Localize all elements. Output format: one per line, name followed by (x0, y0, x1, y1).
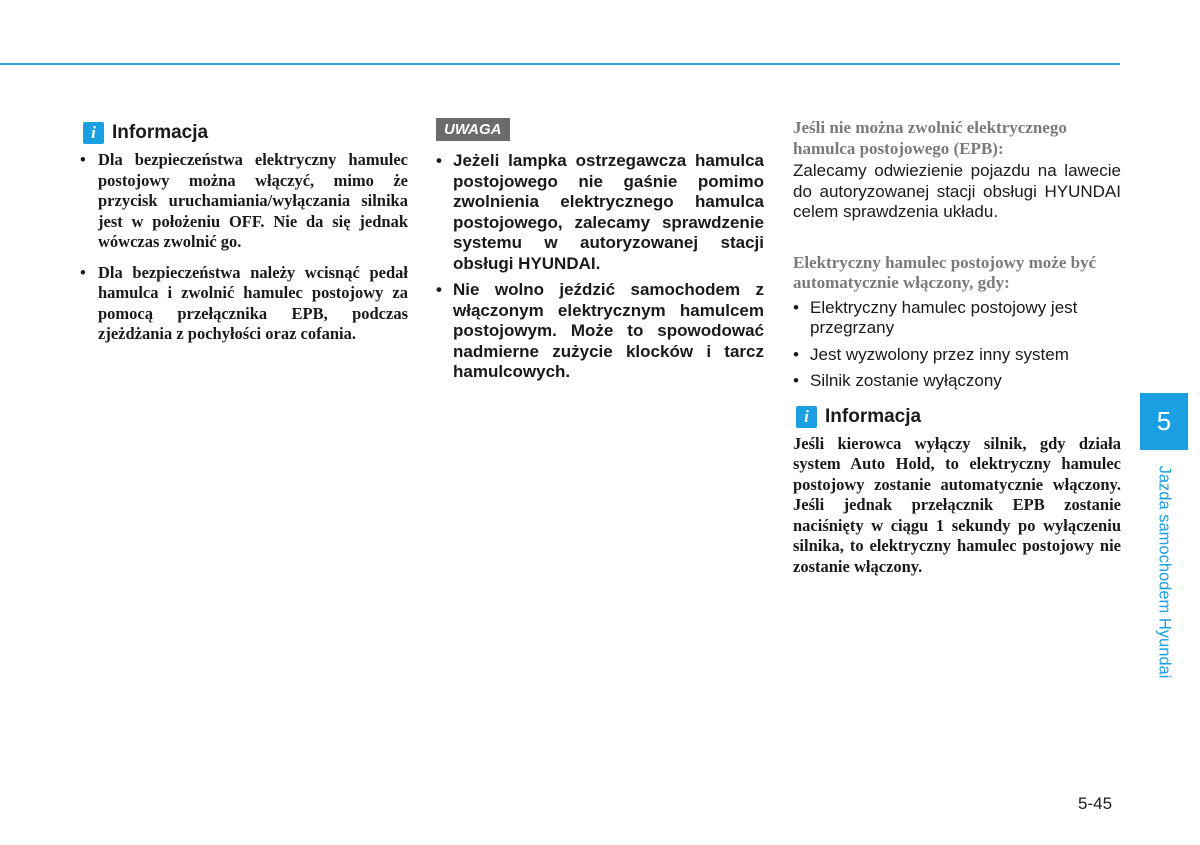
info-title: Informacja (825, 405, 922, 427)
column-right (793, 118, 1121, 577)
section-heading: Jeśli nie można zwolnić elektrycznego hamulca postojowego (EPB): (793, 118, 1067, 158)
warning-bullet-list (436, 151, 764, 383)
section-heading: Elektryczny hamulec postojowy może być automatycznie włączony, gdy: (793, 252, 1097, 292)
list-item: • Dla bezpieczeństwa należy wcisnąć pedał hamulca i zwolnić hamulec postojowy za pomocą przełącznika EPB, podczas zjeżdżania z pochyłości oraz cofania. (80, 263, 408, 345)
list-item: • Silnik zostanie wyłączony (793, 371, 1121, 392)
column-middle (436, 118, 764, 389)
info-paragraph: Jeśli kierowca wyłączy silnik, gdy działa system Auto Hold, to elektryczny hamulec postojowy zostanie automatycznie włączony. Jeśli jednak przełącznik EPB zostanie naciśnięty w ciągu 1 sekundy po wyłączeniu silnika, to elektryczny hamulec postojowy nie zostanie włączony. (793, 433, 1121, 576)
chapter-tab: 5 (1140, 393, 1188, 450)
info-bullet-list (80, 150, 408, 345)
warning-badge: UWAGA (436, 118, 510, 141)
list-item: • Elektryczny hamulec postojowy jest przegrzany (793, 298, 1121, 339)
header-rule (0, 63, 1120, 65)
info-title: Informacja (112, 122, 209, 143)
column-left (80, 118, 408, 355)
page-number: 5-45 (1078, 794, 1113, 813)
list-item: • Jest wyzwolony przez inny system (793, 345, 1121, 366)
info-header (80, 122, 408, 144)
condition-list (793, 298, 1121, 392)
chapter-title: Jazda samochodem Hyundai (1155, 465, 1174, 679)
section-paragraph: Zalecamy odwiezienie pojazdu na lawecie do autoryzowanej stacji obsługi HYUNDAI celem sprawdzenia układu. (793, 161, 1121, 221)
list-item: • Nie wolno jeździć samochodem z włączonym elektrycznym hamulcem postojowym. Może to spowodować nadmierne zużycie klocków i tarcz hamulcowych. (436, 280, 764, 383)
info-header (793, 406, 1121, 428)
info-icon: i (796, 406, 817, 428)
list-item: • Dla bezpieczeństwa elektryczny hamulec postojowy można włączyć, mimo że przycisk uruchamiania/wyłączania silnika jest w położeniu OFF. Nie da się jednak wówczas zwolnić go. (80, 150, 408, 253)
info-icon: i (83, 122, 104, 144)
list-item: • Jeżeli lampka ostrzegawcza hamulca postojowego nie gaśnie pomimo zwolnienia elektrycznego hamulca postojowego, zalecamy sprawdzenie systemu w autoryzowanej stacji obsługi HYUNDAI. (436, 151, 764, 274)
